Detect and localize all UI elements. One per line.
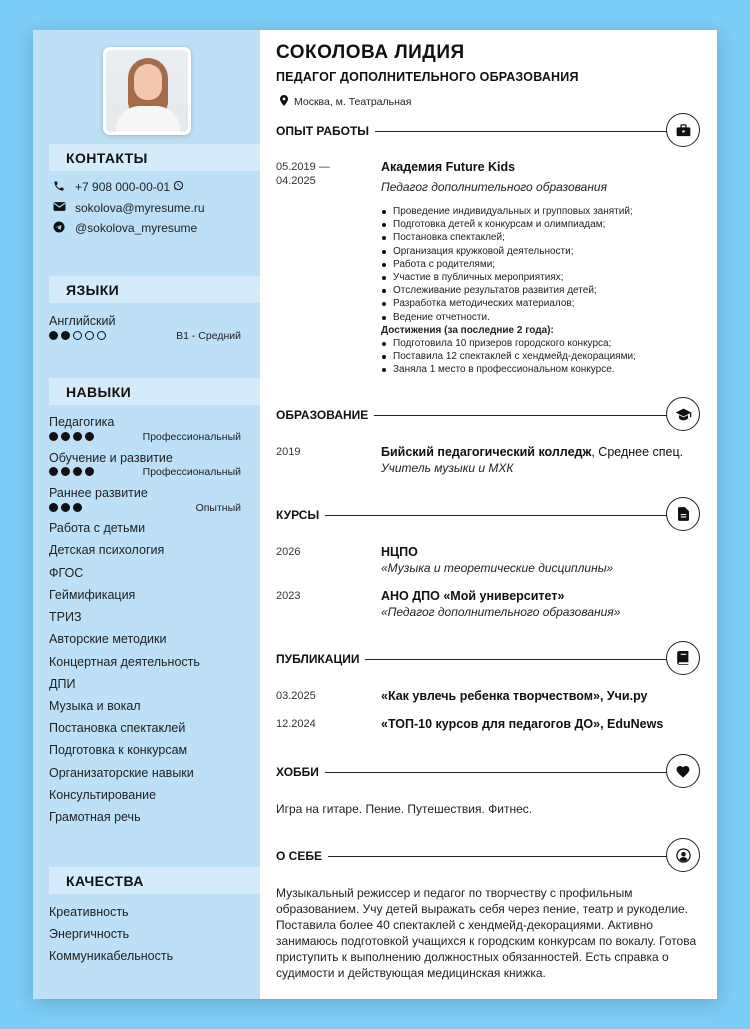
list-item: Заняла 1 место в профессиональном конкурсе. <box>381 363 636 376</box>
language-rating <box>49 331 106 340</box>
document-icon <box>666 497 700 531</box>
list-item: Подготовила 10 призеров городского конкурса; <box>381 337 636 350</box>
rating-dot-empty <box>97 331 106 340</box>
course-year: 2026 <box>276 546 301 558</box>
skill-level: Профессиональный <box>142 431 241 443</box>
profile-photo <box>103 47 191 135</box>
list-item: Поставила 12 спектаклей с хендмейд-декорациями; <box>381 350 636 363</box>
experience-date-to: 04.2025 <box>276 175 316 187</box>
telegram-text: @sokolova_myresume <box>75 221 198 235</box>
about-heading: О СЕБЕ <box>276 838 700 874</box>
user-circle-icon <box>666 838 700 872</box>
course-name: «Музыка и теоретические дисциплины» <box>381 561 614 575</box>
skill-name: Раннее развитие <box>49 486 148 500</box>
experience-duties <box>381 205 636 377</box>
experience-date-from: 05.2019 — <box>276 161 330 173</box>
quality-item: Креативность <box>49 905 129 919</box>
contact-telegram[interactable] <box>53 221 197 235</box>
telegram-icon <box>53 221 67 235</box>
job-position: ПЕДАГОГ ДОПОЛНИТЕЛЬНОГО ОБРАЗОВАНИЯ <box>276 70 579 84</box>
skill-item: ТРИЗ <box>49 610 82 624</box>
list-item: Ведение отчетности. <box>381 311 636 324</box>
quality-item: Энергичность <box>49 927 130 941</box>
course-year: 2023 <box>276 590 301 602</box>
skill-rating <box>49 503 82 512</box>
skill-level: Профессиональный <box>142 466 241 478</box>
skill-item: Постановка спектаклей <box>49 721 186 735</box>
skill-item: Работа с детьми <box>49 521 146 535</box>
education-spec: Учитель музыки и МХК <box>381 461 514 475</box>
skill-rating <box>49 432 94 441</box>
publication-title: «Как увлечь ребенка творчеством», Учи.ру <box>381 689 648 703</box>
book-icon <box>666 641 700 675</box>
main-content <box>260 30 717 999</box>
list-item: Постановка спектаклей; <box>381 231 636 244</box>
skill-item: Организаторские навыки <box>49 766 194 780</box>
skill-item: Детская психология <box>49 543 165 557</box>
about-text: Музыкальный режиссер и педагог по творчеству с профильным образованием. Учу детей выражать себя через пение, театр и рукоделие. Поставила более 40 спектаклей с хендмейд-декорациями. Активно занимаюсь подготовкой учащихся к городским конкурсам по вокалу. Готова приступить к выполнению должностных обязанностей. Есть справка о судимости и действующая медицинская книжка. <box>276 886 697 980</box>
publications-heading: ПУБЛИКАЦИИ <box>276 641 700 677</box>
publication-date: 03.2025 <box>276 690 316 702</box>
experience-heading: ОПЫТ РАБОТЫ <box>276 113 700 149</box>
languages-heading: ЯЗЫКИ <box>49 276 260 303</box>
skill-item: Концертная деятельность <box>49 655 200 669</box>
skill-item: ФГОС <box>49 566 84 580</box>
education-org: Бийский педагогический колледж, Среднее спец. <box>381 445 684 459</box>
education-heading: ОБРАЗОВАНИЕ <box>276 397 700 433</box>
phone-text: +7 908 000-00-01 <box>75 180 171 194</box>
rating-dot-filled <box>61 331 70 340</box>
list-item: Разработка методических материалов; <box>381 297 636 310</box>
hobbies-heading: ХОББИ <box>276 754 700 790</box>
education-year: 2019 <box>276 446 301 458</box>
course-org: НЦПО <box>381 545 418 559</box>
experience-role: Педагог дополнительного образования <box>381 180 608 194</box>
whatsapp-icon <box>173 180 184 194</box>
qualities-heading: КАЧЕСТВА <box>49 867 260 894</box>
publication-title: «ТОП-10 курсов для педагогов ДО», EduNews <box>381 717 664 731</box>
skill-rating <box>49 467 94 476</box>
skill-level: Опытный <box>195 502 241 514</box>
skills-heading: НАВЫКИ <box>49 378 260 405</box>
briefcase-icon <box>666 113 700 147</box>
experience-org: Академия Future Kids <box>381 160 516 174</box>
full-name: СОКОЛОВА ЛИДИЯ <box>276 42 465 63</box>
envelope-icon <box>53 201 67 215</box>
courses-heading: КУРСЫ <box>276 497 700 533</box>
list-item: Проведение индивидуальных и групповых занятий; <box>381 205 636 218</box>
skill-item: Консультирование <box>49 788 157 802</box>
list-item: Отслеживание результатов развития детей; <box>381 284 636 297</box>
location <box>280 95 411 109</box>
skill-item: Музыка и вокал <box>49 699 141 713</box>
list-item: Работа с родителями; <box>381 258 636 271</box>
publication-date: 12.2024 <box>276 718 316 730</box>
resume-page <box>33 30 717 999</box>
contact-email[interactable] <box>53 201 205 215</box>
language-name: Английский <box>49 314 116 328</box>
graduation-cap-icon <box>666 397 700 431</box>
skill-name: Обучение и развитие <box>49 451 173 465</box>
location-text: Москва, м. Театральная <box>294 96 412 108</box>
list-item: Участие в публичных мероприятиях; <box>381 271 636 284</box>
course-name: «Педагог дополнительного образования» <box>381 605 621 619</box>
hobbies-text: Игра на гитаре. Пение. Путешествия. Фитнес. <box>276 802 533 816</box>
email-text: sokolova@myresume.ru <box>75 201 205 215</box>
skill-item: Авторские методики <box>49 632 167 646</box>
language-level: B1 - Средний <box>176 330 241 342</box>
rating-dot-empty <box>85 331 94 340</box>
rating-dot-empty <box>73 331 82 340</box>
list-item: Подготовка детей к конкурсам и олимпиадам; <box>381 218 636 231</box>
skill-item: Грамотная речь <box>49 810 141 824</box>
heart-icon <box>666 754 700 788</box>
quality-item: Коммуникабельность <box>49 949 174 963</box>
skill-item: Геймификация <box>49 588 136 602</box>
contact-phone[interactable] <box>53 180 184 194</box>
skill-name: Педагогика <box>49 415 115 429</box>
skill-item: ДПИ <box>49 677 76 691</box>
location-pin-icon <box>280 95 288 109</box>
sidebar <box>33 30 260 999</box>
skill-item: Подготовка к конкурсам <box>49 743 188 757</box>
phone-icon <box>53 180 67 194</box>
rating-dot-filled <box>49 331 58 340</box>
achievements-title: Достижения (за последние 2 года): <box>381 324 554 336</box>
contacts-heading: КОНТАКТЫ <box>49 144 260 171</box>
course-org: АНО ДПО «Мой университет» <box>381 589 565 603</box>
list-item: Организация кружковой деятельности; <box>381 245 636 258</box>
